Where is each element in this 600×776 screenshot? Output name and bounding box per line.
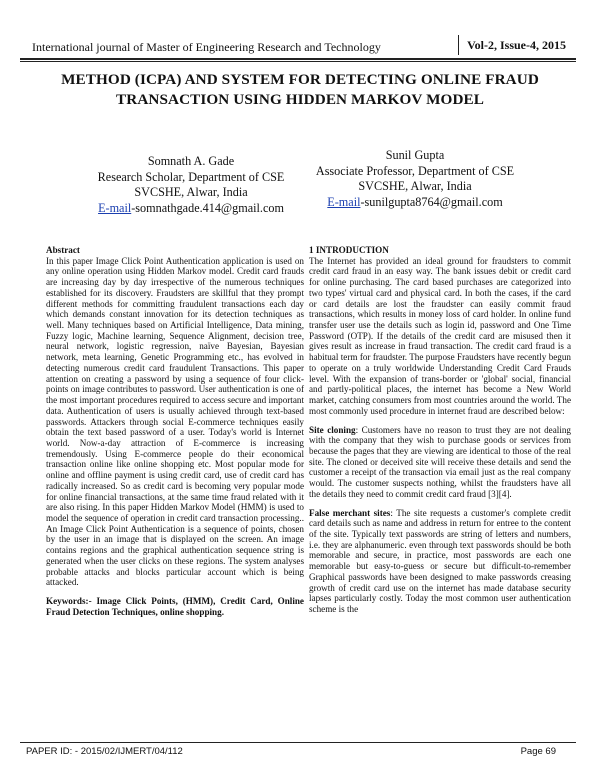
author-role: Research Scholar, Department of CSE — [97, 169, 285, 184]
volume-issue: Vol-2, Issue-4, 2015 — [458, 35, 576, 55]
site-cloning-paragraph — [309, 425, 571, 500]
author-affiliation: SVCSHE, Alwar, India — [134, 185, 248, 200]
intro-heading: 1 INTRODUCTION — [309, 245, 389, 255]
author-name: Sunil Gupta — [385, 148, 445, 162]
paper-title: METHOD (ICPA) AND SYSTEM FOR DETECTING ONLINE FRAUD TRANSACTION USING HIDDEN MARKOV MODEL — [61, 71, 539, 108]
footer-rule — [20, 742, 576, 743]
author-block-1 — [96, 154, 286, 216]
right-column — [309, 245, 571, 615]
author-affiliation: SVCSHE, Alwar, India — [358, 179, 472, 194]
false-merchant-text: : The site requests a customer's complete credit card details such as name and address in return for entree to the content of the site. Typically text passwords are string of letters and numbers, i.e. they are alphanumeric. even through text passwords should be both memorable and secure, in practice, most passwords are each one memorable but easy-to-guess or secure but difficult-to-remember Graphical passwords have been designed to make passwords creasing growth of credit card use on the internet has made database security lapses particularly costly. Today the most common user authentication scheme is the — [309, 507, 571, 614]
author-name: Somnath A. Gade — [147, 154, 235, 168]
email-address: -sunilgupta8764@gmail.com — [360, 194, 503, 209]
header-rule-thin — [20, 61, 576, 62]
author-block-2 — [300, 148, 530, 210]
email-link[interactable]: E-mail — [98, 200, 132, 215]
page-number: Page 69 — [520, 746, 556, 757]
paper-id: PAPER ID: - 2015/02/IJMERT/04/112 — [26, 746, 183, 757]
keywords: Keywords:- Image Click Points, (HMM), Credit Card, Online Fraud Detection Techniques, online shopping. — [46, 596, 304, 617]
left-column — [46, 245, 304, 617]
running-header — [20, 38, 576, 56]
false-merchant-label: False merchant sites — [309, 507, 391, 518]
site-cloning-text: : Customers have no reason to trust they are not dealing with the company that they wish to purchase goods or services from because the pages that they are viewing are identical to those of the real site. The cloned or deceived site will receive these details and send the customer a receipt of the transaction via email just as the real company would. The customer suspects nothing, whilst the fraudsters have all the details they need to commit credit card fraud [3][4]. — [309, 424, 571, 499]
false-merchant-paragraph — [309, 508, 571, 615]
site-cloning-label: Site cloning — [309, 424, 356, 435]
abstract-text: In this paper Image Click Point Authentication application is used on any online operation using Hidden Markov model. Credit card frauds are increasing day by day irrespective of the numerous techniques established for its discovery. Fraudsters are skillful that they prompt different methods for committing fraudulent transactions each day which demands constant innovation for its detection techniques as well. Many techniques based on Artificial Intelligence, Data mining, Fuzzy logic, Machine learning, Sequence Alignment, decision tree, neural network, logistic regression, naïve Bayesian, Bayesian network, meta learning, Genetic Programming etc., has evolved in detecting numerous credit card fraudulent Transactions. This paper attention on creating a password by using a sequence of four click-points on image contributes to password. User authentication is one of the most important procedures required to access secure and important data. Authentication of users is usually achieved through text-based passwords. Attackers through social E-commerce techniques easily obtain the text based password of a user. Today's world is Internet world. Now-a-day attraction of E-commerce is increasing tremendously. Using E-commerce people do their economical transaction online like online shopping etc. Most popular mode for online and offline payment is using credit card, use of credit card has radically increased. So as credit card is becoming very popular mode for online financial transactions, at the same time fraud related with it are also rising. In this paper Hidden Markov Model (HMM) is used to model the sequence of operation in credit card transaction processing.. An Image Click Point Authentication is a sequence of points, chosen by the user in an image that is displayed on the screen. An image contains regions and the graphical authentication sequence string is generated when the user clicks on these regions. The system analyses probable attacks and blocks particular account which is being attacked. — [46, 255, 304, 588]
abstract-heading: Abstract — [46, 245, 80, 255]
author-email — [96, 201, 286, 217]
email-link[interactable]: E-mail — [327, 194, 361, 209]
author-email — [300, 195, 530, 211]
intro-text: The Internet has provided an ideal ground for fraudsters to commit credit card fraud in an easy way. The bank issues debit or credit card for online purchasing. The card based purchases are categorized into two types' virtual card and physical card. In both the cases, if the card or card details are lost the fraudster can easily commit fraud transactions, which results in money loss of card holder. In online fund transfer user use the details such as login id, password and One Time Password (OTP). If the details of the credit card are misused then it gives result as increase in fraud transaction. The credit card fraud is a habitual term for fraudster. The purpose Fraudsters have recently begun to operate on a truly worldwide Understanding Credit Card Frauds level. With the expansion of trans-border or 'global' social, financial and partly-political places, the internet has become a New World market, catching consumers from most countries around the world. The most commonly used procedure in internet fraud are described below: — [309, 255, 571, 416]
email-address: -somnathgade.414@gmail.com — [131, 200, 284, 215]
author-role: Associate Professor, Department of CSE — [315, 163, 515, 178]
header-rule — [20, 58, 576, 60]
journal-name: International journal of Master of Engineering Research and Technology — [32, 40, 381, 54]
